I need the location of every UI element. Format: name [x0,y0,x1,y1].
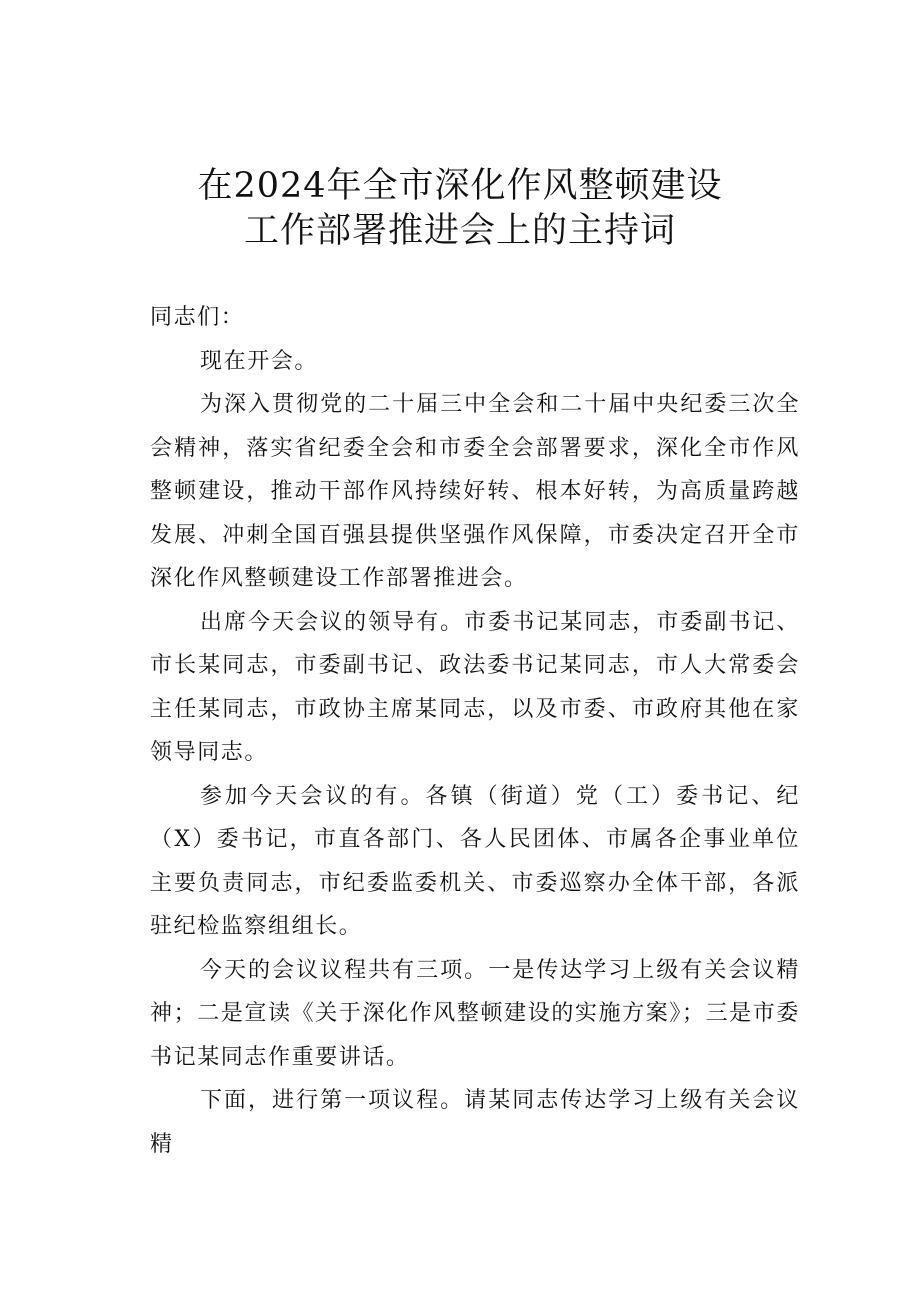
document-title-line-1: 在2024年全市深化作风整顿建设 [197,166,723,206]
document-body [150,296,800,1166]
paragraph-participants: 参加今天会议的有。各镇（街道）党（工）委书记、纪（X）委书记，市直各部门、各人民团体、市属各企事业单位主要负责同志，市纪委监委机关、市委巡察办全体干部，各派驻纪检监察组组长。 [150,783,800,939]
paragraph-attending-leaders: 出席今天会议的领导有。市委书记某同志，市委副书记、市长某同志，市委副书记、政法委书记某同志，市人大常委会主任某同志，市政协主席某同志，以及市委、市政府其他在家领导同志。 [150,609,800,765]
paragraph-opening: 现在开会。 [200,348,319,374]
paragraph-first-item: 下面，进行第一项议程。请某同志传达学习上级有关会议精 [150,1088,800,1157]
paragraph-agenda: 今天的会议议程共有三项。一是传达学习上级有关会议精神；二是宣读《关于深化作风整顿建设的实施方案》；三是市委书记某同志作重要讲话。 [150,957,800,1070]
paragraph-purpose: 为深入贯彻党的二十届三中全会和二十届中央纪委三次全会精神，落实省纪委全会和市委全会部署要求，深化全市作风整顿建设，推动干部作风持续好转、根本好转，为高质量跨越发展、冲刺全国百强县提供坚强作风保障，市委决定召开全市深化作风整顿建设工作部署推进会。 [150,392,800,591]
document-title-line-2: 工作部署推进会上的主持词 [243,211,676,251]
salutation: 同志们： [150,305,245,330]
